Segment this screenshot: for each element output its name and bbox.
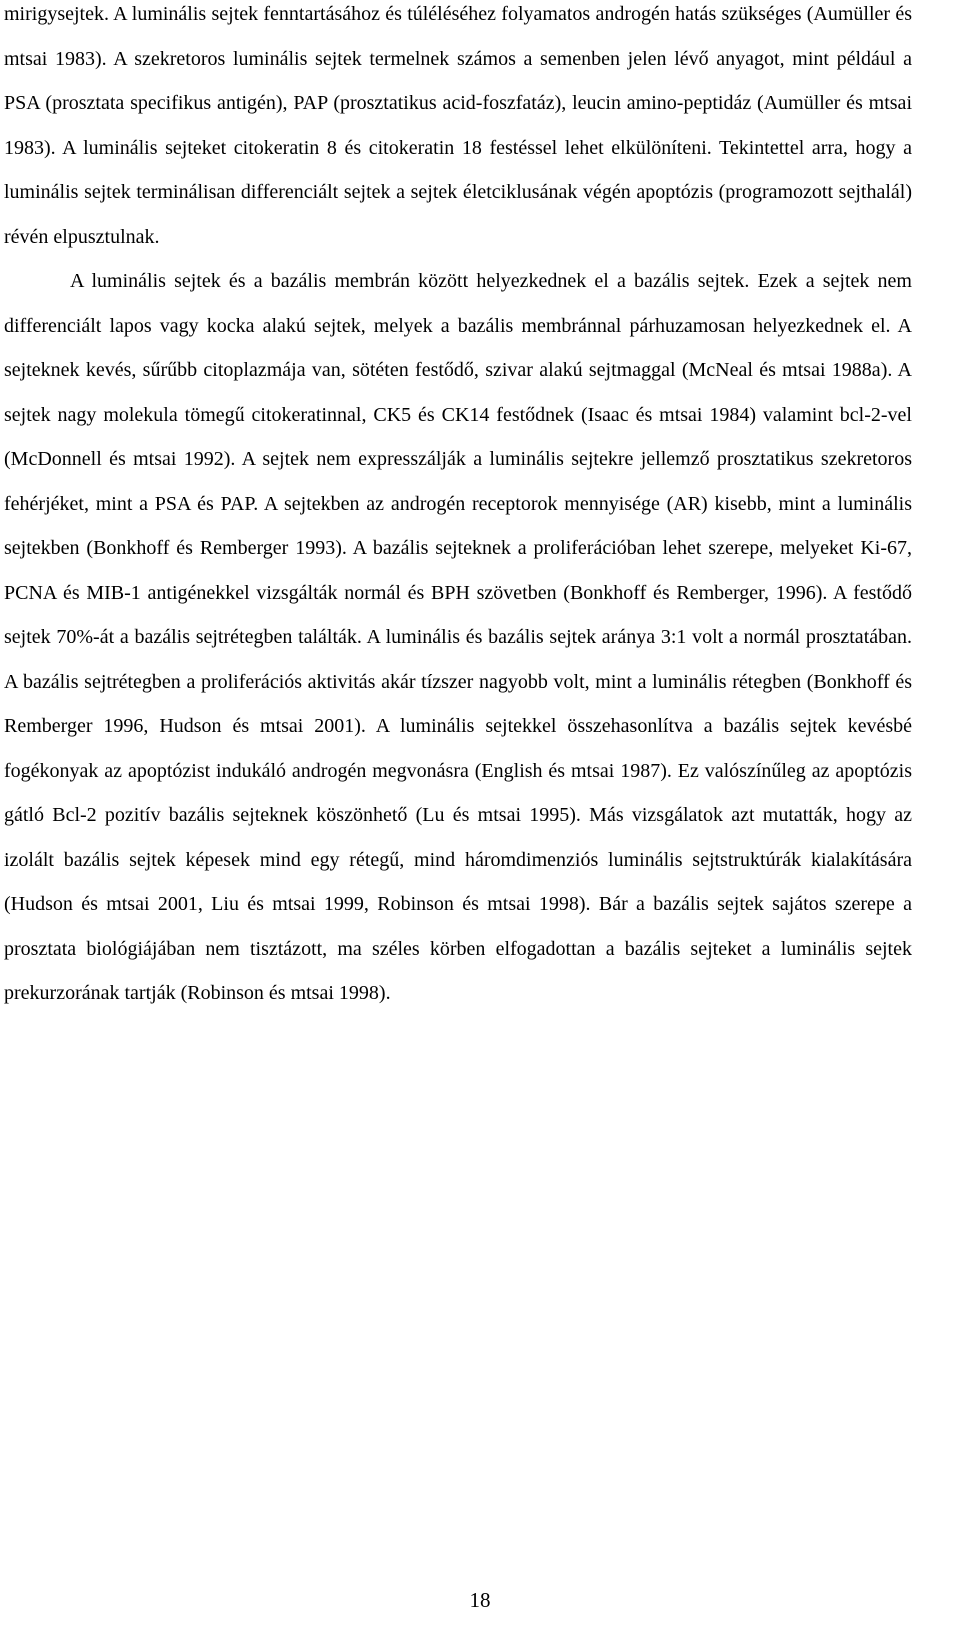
paragraph-basal-cells: A luminális sejtek és a bazális membrán között helyezkednek el a bazális sejtek. Ezek a sejtek nem differenciált lapos vagy kocka alakú sejtek, melyek a bazális membránnal párhuzamosan helyezkednek el. A sejteknek kevés, sűrűbb citoplazmája van, sötéten festődő, szivar alakú sejtmaggal (McNeal és mtsai 1988a). A sejtek nagy molekula tömegű citokeratinnal, CK5 és CK14 festődnek (Isaac és mtsai 1984) valamint bcl-2-vel (McDonnell és mtsai 1992). A sejtek nem expresszálják a luminális sejtekre jellemző prosztatikus szekretoros fehérjéket, mint a PSA és PAP. A sejtekben az androgén receptorok mennyisége (AR) kisebb, mint a luminális sejtekben (Bonkhoff és Remberger 1993). A bazális sejteknek a proliferációban lehet szerepe, melyeket Ki-67, PCNA és MIB-1 antigénekkel vizsgálták normál és BPH szövetben (Bonkhoff és Remberger, 1996). A festődő sejtek 70%-át a bazális sejtrétegben találták. A luminális és bazális sejtek aránya 3:1 volt a normál prosztatában. A bazális sejtrétegben a proliferációs aktivitás akár tízszer nagyobb volt, mint a luminális rétegben (Bonkhoff és Remberger 1996, Hudson és mtsai 2001). A luminális sejtekkel összehasonlítva a bazális sejtek kevésbé fogékonyak az apoptózist indukáló androgén megvonásra (English és mtsai 1987). Ez valószínűleg az apoptózis gátló Bcl-2 pozitív bazális sejteknek köszönhető (Lu és mtsai 1995). Más vizsgálatok azt mutatták, hogy az izolált bazális sejtek képesek mind egy rétegű, mind háromdimenziós luminális sejtstruktúrák kialakítására (Hudson és mtsai 2001, Liu és mtsai 1999, Robinson és mtsai 1998). Bár a bazális sejtek sajátos szerepe a prosztata biológiájában nem tisztázott, ma széles körben elfogadottan a bazális sejteket a luminális sejtek prekurzorának tartják (Robinson és mtsai 1998). [4, 270, 912, 1004]
paragraph-luminal-cells: mirigysejtek. A luminális sejtek fenntartásához és túléléséhez folyamatos androgén hatás szükséges (Aumüller és mtsai 1983). A szekretoros luminális sejtek termelnek számos a semenben jelen lévő anyagot, mint például a PSA (prosztata specifikus antigén), PAP (prosztatikus acid-foszfatáz), leucin amino-peptidáz (Aumüller és mtsai 1983). A luminális sejteket citokeratin 8 és citokeratin 18 festéssel lehet elkülöníteni. Tekintettel arra, hogy a luminális sejtek terminálisan differenciált sejtek a sejtek életciklusának végén apoptózis (programozott sejthalál) révén elpusztulnak. [4, 3, 912, 248]
page-number: 18 [469, 1588, 491, 1612]
body-text [4, 0, 912, 1016]
